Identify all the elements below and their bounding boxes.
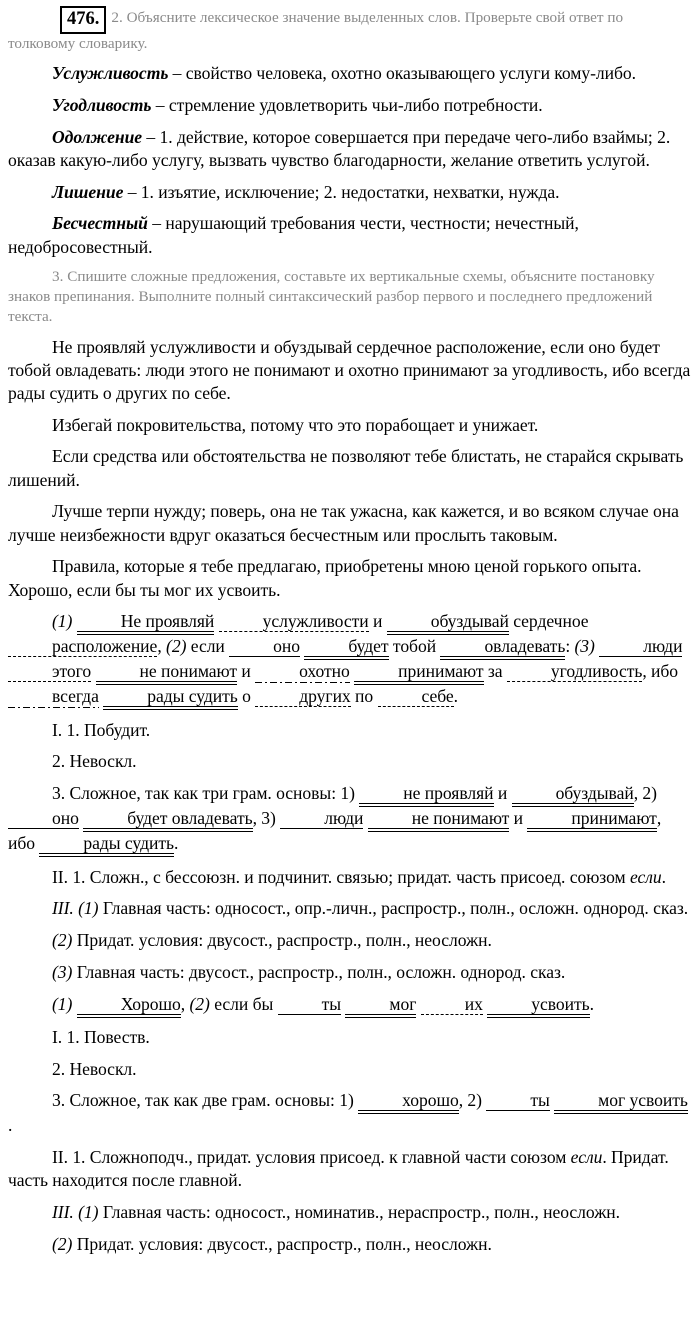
syntax-mark-subject: оно xyxy=(229,637,300,657)
point-II-text-after: . xyxy=(661,866,666,887)
definition-dash: – xyxy=(123,181,141,202)
clause-number: (3) xyxy=(574,636,595,657)
marked-tokens-clause1: Хорошо, xyxy=(77,994,190,1014)
definition-dash: – xyxy=(147,213,166,234)
clause-number: (2) xyxy=(52,1233,73,1254)
marked-sentence-two xyxy=(8,993,692,1018)
syntax-mark-adverbial: всегда xyxy=(8,687,99,708)
syntax-mark-subject: ты xyxy=(278,995,341,1015)
definition-item xyxy=(8,181,692,204)
clause-number: (1) xyxy=(52,611,73,632)
point-II-text-before: II. 1. Сложн., с бессоюзн. и подчинит. связью; придат. часть присоед. союзом xyxy=(52,866,630,887)
syntax-mark-predicate: не понимают xyxy=(368,809,510,832)
clause-number: (2) xyxy=(166,636,187,657)
definition-item xyxy=(8,212,692,258)
analysis-two-point-I-1: I. 1. Повеств. xyxy=(52,1027,150,1048)
syntax-mark-predicate: рады судить xyxy=(39,834,174,857)
bases-tokens: не проявляй и обуздывай, 2) оно будет овладевать, 3) люди не понимают и принимают, ибо рады судить. xyxy=(8,783,661,853)
syntax-mark-predicate: мог xyxy=(345,995,416,1018)
definition-item xyxy=(8,62,692,85)
syntax-mark-predicate: принимают xyxy=(527,809,656,832)
task-2-header xyxy=(8,6,692,53)
syntax-mark-predicate: не проявляй xyxy=(359,784,493,807)
syntax-mark-subject: оно xyxy=(8,809,79,829)
syntax-mark-adverbial: охотно xyxy=(255,662,350,683)
analysis-one-point-III-1 xyxy=(8,897,692,920)
marked-tokens-clause1: Не проявляй услужливости и обуздывай сердечное расположение, xyxy=(8,611,589,656)
syntax-mark-predicate: мог усвоить xyxy=(554,1091,688,1114)
marked-tokens-clause2: если бы ты мог их усвоить. xyxy=(214,994,594,1014)
syntax-mark-predicate: не понимают xyxy=(96,662,238,685)
bases-prefix: 3. Сложное, так как две грам. основы: 1) xyxy=(52,1090,359,1111)
definition-dash: – xyxy=(151,94,169,115)
clause-number: (2) xyxy=(52,930,73,951)
task-3-header: 3. Спишите сложные предложения, составьте их вертикальные схемы, объясните постановку знаков препинания. Выполните полный синтаксический разбор первого и последнего предложений текста. xyxy=(8,268,655,325)
conjunction-word: если xyxy=(629,866,662,887)
definition-text: 1. изъятие, исключение; 2. недостатки, нехватки, нужда. xyxy=(140,181,560,202)
bases-tokens: хорошо, 2) ты мог усвоить. xyxy=(8,1090,688,1136)
point-II-text-before: II. 1. Сложноподч., придат. условия присоед. к главной части союзом xyxy=(52,1147,571,1168)
definition-text: 1. действие, которое совершается при передаче чего-либо взаймы; 2. оказав какую-либо услугу, вызвать чувство благодарности, желание ответить услугой. xyxy=(8,126,671,170)
syntax-mark-object: этого xyxy=(8,662,91,682)
syntax-mark-predicate: хорошо xyxy=(358,1091,459,1114)
clause-description: Главная часть: двусост., распростр., полн., осложн. однород. сказ. xyxy=(72,961,566,982)
clause-number: III. (1) xyxy=(52,1202,99,1223)
definition-dash: – xyxy=(168,63,186,84)
body-paragraph: Лучше терпи нужду; поверь, она не так ужасна, как кажется, и во всяком случае она лучше неизбежности вдруг оказаться бесчестным или прослыть таковым. xyxy=(8,501,679,545)
syntax-mark-object: себе xyxy=(378,687,454,707)
marked-tokens-clause3: люди этого не понимают и охотно принимают за угодливость, ибо всегда рады судить о других по себе. xyxy=(8,636,682,706)
clause-number: (2) xyxy=(189,993,210,1014)
exercise-number-box: 476. xyxy=(60,6,106,34)
syntax-mark-predicate: принимают xyxy=(354,662,483,685)
body-paragraph: Избегай покровительства, потому что это порабощает и унижает. xyxy=(52,414,539,435)
definition-item xyxy=(8,94,692,117)
definition-text: свойство человека, охотно оказывающего услуги кому-либо. xyxy=(185,63,637,84)
analysis-one-point-II-1 xyxy=(8,866,692,889)
analysis-two-point-III-2 xyxy=(8,1233,692,1256)
definition-item xyxy=(8,126,692,172)
syntax-mark-object: угодливость xyxy=(507,662,642,682)
definition-text: стремление удовлетворить чьи-либо потребности. xyxy=(168,94,543,115)
definition-term: Услужливость xyxy=(52,63,169,84)
analysis-two-point-III-1 xyxy=(8,1201,692,1224)
clause-description: Главная часть: односост., опр.-личн., распростр., полн., осложн. однород. сказ. xyxy=(98,898,689,919)
clause-description: Главная часть: односост., номинатив., нераспростр., полн., неосложн. xyxy=(98,1202,621,1223)
syntax-mark-predicate: будет овладевать xyxy=(83,809,252,832)
analysis-one-point-I-3 xyxy=(8,782,692,857)
syntax-mark-predicate: Хорошо xyxy=(77,995,181,1018)
syntax-mark-predicate: обуздывай xyxy=(512,784,634,807)
body-paragraph: Если средства или обстоятельства не позволяют тебе блистать, не старайся скрывать лишений. xyxy=(8,446,684,490)
definition-dash: – xyxy=(142,126,160,147)
point-II-text-after: . Придат. часть находится после главной. xyxy=(8,1147,669,1191)
body-paragraph: Правила, которые я тебе предлагаю, приобретены мною ценой горького опыта. Хорошо, если бы ты мог их усвоить. xyxy=(8,556,642,600)
analysis-two-point-I-3 xyxy=(8,1089,692,1137)
syntax-mark-subject: ты xyxy=(486,1091,549,1111)
syntax-mark-predicate: рады судить xyxy=(103,687,238,710)
syntax-mark-object: других xyxy=(255,687,350,707)
analysis-one-point-I-2: 2. Невоскл. xyxy=(52,751,137,772)
clause-number: (1) xyxy=(52,993,73,1014)
syntax-mark-subject: люди xyxy=(599,637,682,657)
syntax-mark-predicate: обуздывай xyxy=(387,612,509,635)
clause-number: III. (1) xyxy=(52,898,99,919)
analysis-one-point-I-1: I. 1. Побудит. xyxy=(52,719,151,740)
definition-text: нарушающий требования чести, честности; нечестный, недобросовестный. xyxy=(8,213,579,257)
analysis-one-point-III-2 xyxy=(8,929,692,952)
syntax-mark-predicate: овладевать xyxy=(440,637,565,660)
analysis-two-point-II-1 xyxy=(8,1146,692,1192)
analysis-one-point-III-3 xyxy=(8,961,692,984)
task-2-text: 2. Объясните лексическое значение выделенных слов. Проверьте свой ответ по толковому словарику. xyxy=(8,9,624,52)
bases-prefix: 3. Сложное, так как три грам. основы: 1) xyxy=(52,783,360,804)
syntax-mark-object: услужливости xyxy=(219,612,369,632)
marked-sentence-one xyxy=(8,610,692,710)
syntax-mark-object: расположение xyxy=(8,637,157,657)
definition-term: Одолжение xyxy=(52,126,143,147)
conjunction-word: если xyxy=(570,1147,603,1168)
clause-description: Придат. условия: двусост., распростр., полн., неосложн. xyxy=(72,930,492,951)
body-paragraph: Не проявляй услужливости и обуздывай сердечное расположение, если оно будет тобой овладевать: люди этого не понимают и охотно принимают за угодливость, ибо всегда рады судить о других по себе. xyxy=(8,336,691,403)
definition-term: Угодливость xyxy=(52,94,152,115)
syntax-mark-subject: люди xyxy=(280,809,363,829)
analysis-two-point-I-2: 2. Невоскл. xyxy=(52,1058,137,1079)
syntax-mark-predicate: Не проявляй xyxy=(77,612,215,635)
syntax-mark-object: их xyxy=(421,995,483,1015)
marked-tokens-clause2: если оно будет тобой овладевать: xyxy=(191,636,575,656)
clause-number: (3) xyxy=(52,961,73,982)
syntax-mark-predicate: усвоить xyxy=(487,995,589,1018)
definition-term: Бесчестный xyxy=(52,213,148,234)
syntax-mark-predicate: будет xyxy=(304,637,388,660)
definition-term: Лишение xyxy=(52,181,124,202)
clause-description: Придат. условия: двусост., распростр., полн., неосложн. xyxy=(72,1233,492,1254)
